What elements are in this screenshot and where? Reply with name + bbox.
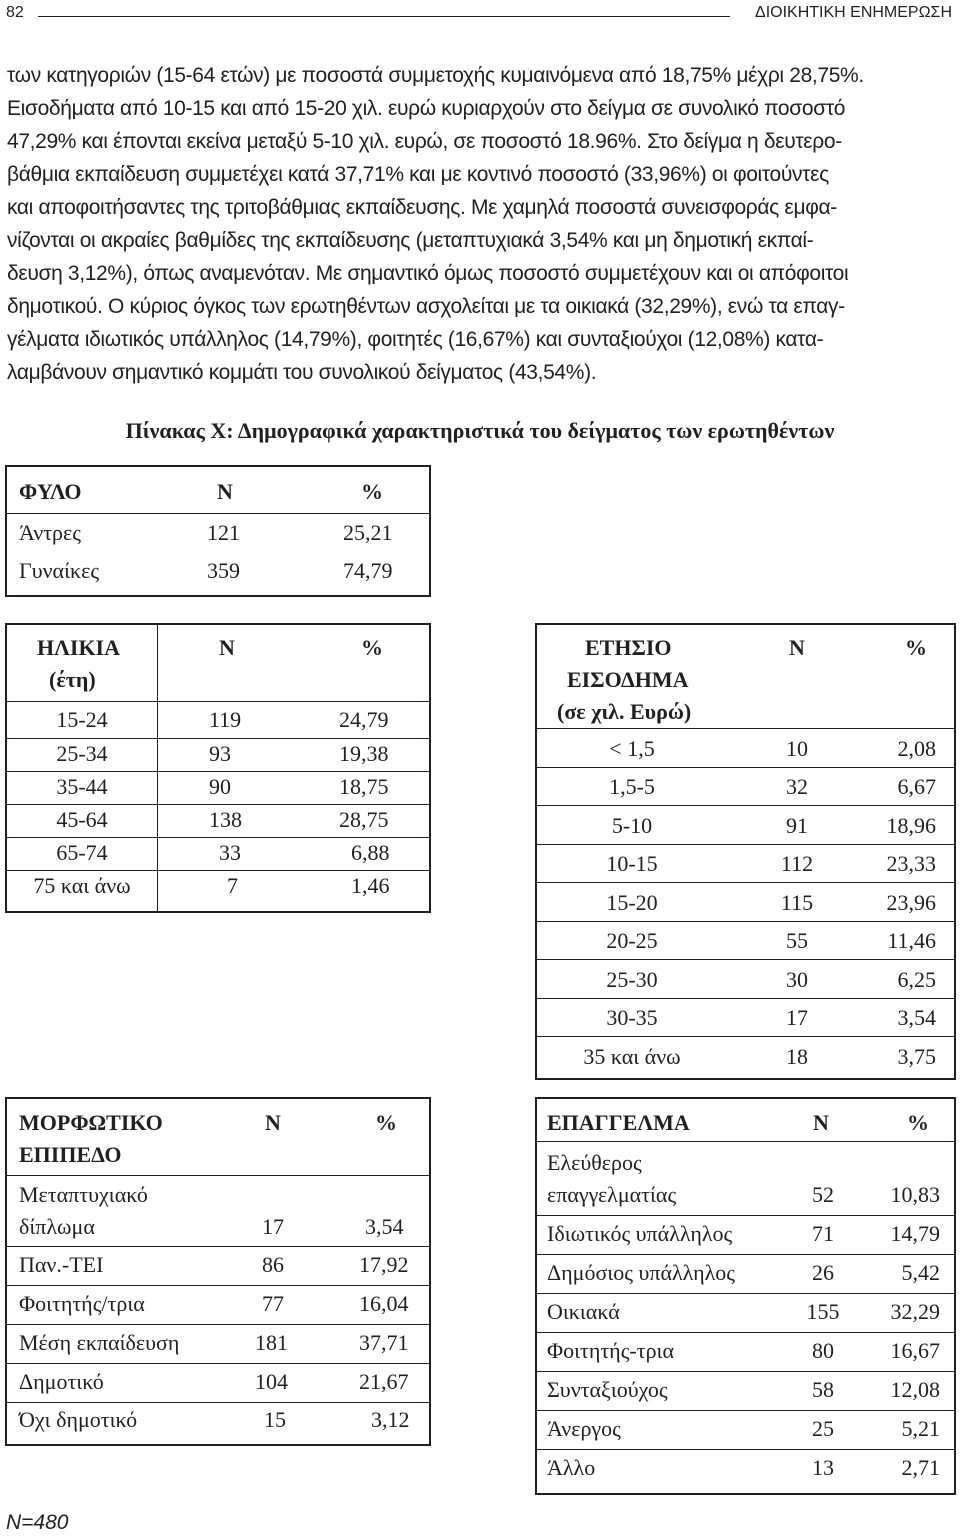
- percent-value: 3,54: [365, 1214, 404, 1239]
- row-label: 1,5-5: [609, 774, 655, 799]
- column-header: ΕΙΣΟΔΗΜΑ: [567, 667, 689, 692]
- row-label: 25-30: [606, 967, 658, 992]
- paragraph-line: 47,29% και έπονται εκείνα μεταξύ 5-10 χιλ. ευρώ, σε ποσοστό 18.96%. Στο δείγμα η δευτερο-: [7, 130, 842, 153]
- row-divider: [7, 1402, 429, 1403]
- count-value: 55: [786, 928, 808, 953]
- column-header: ΕΠΙΠΕΔΟ: [19, 1142, 122, 1167]
- row-label: 20-25: [606, 928, 658, 953]
- row-divider: [537, 805, 954, 806]
- count-value: 80: [812, 1338, 834, 1363]
- count-value: 52: [812, 1182, 834, 1207]
- table-header-row: [7, 633, 429, 663]
- gender-table: [5, 465, 431, 597]
- row-label: Μεταπτυχιακό: [19, 1182, 148, 1207]
- percent-value: 14,79: [890, 1221, 940, 1246]
- percent-value: 19,38: [339, 741, 389, 766]
- table-row: [7, 1405, 429, 1435]
- table-header-row: [537, 1108, 954, 1138]
- occupation-table: [535, 1097, 956, 1495]
- percent-value: 21,67: [359, 1369, 409, 1394]
- row-label: Φοιτητής/τρια: [19, 1291, 145, 1316]
- row-label: 10-15: [606, 851, 658, 876]
- row-label: Φοιτητής-τρια: [547, 1338, 674, 1363]
- count-value: 104: [255, 1369, 288, 1394]
- table-row: [7, 1212, 429, 1242]
- row-divider: [537, 1036, 954, 1037]
- table-header-row: [537, 633, 954, 663]
- table-header-row: [537, 697, 954, 727]
- percent-value: 17,92: [359, 1252, 409, 1277]
- table-row: [537, 734, 954, 764]
- table-row: [537, 1453, 954, 1483]
- table-header-row: [537, 665, 954, 695]
- count-value: 138: [209, 807, 242, 832]
- paragraph-line: βάθμια εκπαίδευση συμμετέχει κατά 37,71% και με κοντινό ποσοστό (33,96%) οι φοιτούντες: [7, 163, 829, 186]
- column-header-unit: (έτη): [49, 667, 96, 692]
- row-label: 25-34: [56, 741, 108, 766]
- row-label: Ελεύθερος: [547, 1150, 642, 1175]
- row-divider: [7, 1285, 429, 1286]
- count-value: 18: [786, 1044, 808, 1069]
- row-label: επαγγελματίας: [547, 1182, 677, 1207]
- row-divider: [537, 1332, 954, 1333]
- column-header: ΕΠΑΓΓΕΛΜΑ: [547, 1110, 690, 1135]
- table-row: [7, 838, 429, 868]
- row-label: Άλλο: [547, 1455, 596, 1480]
- row-label: Οικιακά: [547, 1299, 620, 1324]
- table-row: [537, 965, 954, 995]
- table-row: [7, 1328, 429, 1358]
- percent-value: 18,75: [339, 774, 389, 799]
- column-header: %: [907, 1110, 929, 1135]
- count-value: 13: [812, 1455, 834, 1480]
- row-divider: [7, 1246, 429, 1247]
- row-divider: [537, 1371, 954, 1372]
- row-divider: [537, 998, 954, 999]
- table-row: [537, 849, 954, 879]
- count-value: 17: [786, 1005, 808, 1030]
- percent-value: 2,71: [901, 1455, 940, 1480]
- row-label: 45-64: [56, 807, 108, 832]
- table-row: [7, 805, 429, 835]
- count-value: 90: [209, 774, 231, 799]
- row-divider: [537, 921, 954, 922]
- percent-value: 24,79: [339, 707, 389, 732]
- percent-value: 16,67: [890, 1338, 940, 1363]
- percent-value: 1,46: [351, 873, 390, 898]
- table-row: [537, 1258, 954, 1288]
- paragraph-line: νίζονται οι ακραίες βαθμίδες της εκπαίδευσης (μεταπτυχιακά 3,54% και μη δημοτική εκπαί-: [7, 229, 814, 252]
- row-divider: [537, 1254, 954, 1255]
- paragraph-line: των κατηγοριών (15-64 ετών) με ποσοστά συμμετοχής κυμαινόμενα από 18,75% μέχρι 28,75%.: [7, 64, 864, 87]
- table-row: [537, 1219, 954, 1249]
- count-value: 17: [262, 1214, 284, 1239]
- count-value: 93: [209, 741, 231, 766]
- table-header-row: [7, 1140, 429, 1170]
- row-divider: [537, 1410, 954, 1411]
- age-table: [5, 623, 431, 913]
- count-value: 10: [786, 736, 808, 761]
- percent-value: 25,21: [343, 520, 393, 545]
- count-value: 119: [209, 707, 242, 732]
- education-table: [5, 1097, 431, 1446]
- percent-value: 6,67: [897, 774, 936, 799]
- column-header: %: [905, 635, 927, 660]
- percent-value: 10,83: [890, 1182, 940, 1207]
- percent-value: 6,25: [897, 967, 936, 992]
- paragraph-line: και αποφοιτήσαντες της τριτοβάθμιας εκπαίδευσης. Με χαμηλά ποσοστά συνεισφοράς εμφα-: [7, 196, 837, 219]
- percent-value: 3,75: [897, 1044, 936, 1069]
- page-number: 82: [6, 4, 24, 21]
- count-value: 115: [780, 890, 814, 915]
- percent-value: 28,75: [339, 807, 389, 832]
- table-row: [537, 1003, 954, 1033]
- row-divider: [537, 1215, 954, 1216]
- table-row: [7, 1367, 429, 1397]
- table-row: [537, 1414, 954, 1444]
- paragraph-line: γέλματα ιδιωτικός υπάλληλος (14,79%), φοιτητές (16,67%) και συνταξιούχοι (12,08%) κατα-: [7, 328, 824, 351]
- column-header: Ν: [217, 479, 233, 504]
- paragraph-line: λαμβάνουν σημαντικό κομμάτι του συνολικού δείγματος (43,54%).: [7, 361, 597, 384]
- percent-value: 5,21: [901, 1416, 940, 1441]
- row-label: 15-20: [606, 890, 658, 915]
- percent-value: 23,96: [886, 890, 936, 915]
- row-divider: [537, 767, 954, 768]
- count-value: 71: [812, 1221, 834, 1246]
- column-header: Ν: [813, 1110, 829, 1135]
- percent-value: 37,71: [359, 1330, 409, 1355]
- row-divider: [7, 701, 429, 702]
- sample-size-note: Ν=480: [6, 1511, 69, 1534]
- count-value: 86: [262, 1252, 284, 1277]
- count-value: 359: [207, 558, 240, 583]
- row-divider: [7, 1363, 429, 1364]
- row-divider: [537, 728, 954, 729]
- row-label: Δημοτικό: [19, 1369, 104, 1394]
- row-label: Παν.-ΤΕΙ: [19, 1252, 104, 1277]
- column-header: Ν: [265, 1110, 281, 1135]
- row-divider: [7, 513, 429, 514]
- table-row: [537, 888, 954, 918]
- table-row: [537, 926, 954, 956]
- column-header: ΜΟΡΦΩΤΙΚΟ: [19, 1110, 163, 1135]
- percent-value: 2,08: [897, 736, 936, 761]
- row-label: 30-35: [606, 1005, 658, 1030]
- row-divider: [537, 844, 954, 845]
- count-value: 181: [255, 1330, 288, 1355]
- count-value: 91: [786, 813, 808, 838]
- table-header-row: [7, 1108, 429, 1138]
- percent-value: 3,12: [371, 1407, 410, 1432]
- row-divider: [537, 959, 954, 960]
- running-header: ΔΙΟΙΚΗΤΙΚΗ ΕΝΗΜΕΡΩΣΗ: [755, 4, 952, 21]
- row-label: 35-44: [56, 774, 108, 799]
- row-label: 75 και άνω: [33, 873, 131, 898]
- row-label: δίπλωμα: [19, 1214, 95, 1239]
- row-label: < 1,5: [609, 736, 655, 761]
- percent-value: 5,42: [901, 1260, 940, 1285]
- table-row: [7, 1180, 429, 1210]
- row-divider: [7, 1175, 429, 1176]
- count-value: 155: [806, 1299, 840, 1324]
- column-header: Ν: [219, 635, 235, 660]
- percent-value: 3,54: [897, 1005, 936, 1030]
- column-header: Ν: [789, 635, 805, 660]
- count-value: 58: [812, 1377, 834, 1402]
- column-header: %: [361, 479, 383, 504]
- table-row: [7, 556, 429, 586]
- percent-value: 12,08: [890, 1377, 940, 1402]
- percent-value: 74,79: [343, 558, 393, 583]
- column-header: ΦΥΛΟ: [19, 479, 82, 504]
- column-header-unit: (σε χιλ. Ευρώ): [557, 699, 692, 724]
- percent-value: 16,04: [359, 1291, 409, 1316]
- row-label: 15-24: [56, 707, 108, 732]
- table-row: [537, 1180, 954, 1210]
- column-header: %: [375, 1110, 397, 1135]
- count-value: 32: [786, 774, 808, 799]
- row-label: Μέση εκπαίδευση: [19, 1330, 180, 1355]
- count-value: 30: [786, 967, 808, 992]
- row-divider: [537, 882, 954, 883]
- column-header: ΕΤΗΣΙΟ: [585, 635, 672, 660]
- percent-value: 32,29: [890, 1299, 940, 1324]
- percent-value: 18,96: [886, 813, 936, 838]
- column-header: ΗΛΙΚΙΑ: [37, 635, 121, 660]
- row-label: Άντρες: [19, 520, 81, 545]
- paragraph-line: δημοτικού. Ο κύριος όγκος των ερωτηθέντων ασχολείται με τα οικιακά (32,29%), ενώ τα επαγ-: [7, 295, 845, 318]
- body-paragraph: [7, 59, 959, 389]
- header-rule: [38, 16, 730, 17]
- table-row: [7, 871, 429, 901]
- row-label: 65-74: [56, 840, 108, 865]
- count-value: 15: [264, 1407, 286, 1432]
- row-label: Άνεργος: [547, 1416, 621, 1441]
- row-label: 5-10: [611, 813, 653, 838]
- row-label: Όχι δημοτικό: [19, 1407, 138, 1432]
- row-label: Γυναίκες: [19, 558, 100, 583]
- row-label: Συνταξιούχος: [547, 1377, 668, 1402]
- row-divider: [537, 1141, 954, 1142]
- table-row: [537, 772, 954, 802]
- count-value: 121: [207, 520, 240, 545]
- income-table: [535, 623, 956, 1080]
- row-label: Ιδιωτικός υπάλληλος: [547, 1221, 733, 1246]
- table-caption: Πίνακας Χ: Δημογραφικά χαρακτηριστικά του δείγματος των ερωτηθέντων: [125, 418, 835, 443]
- row-label: Δημόσιος υπάλληλος: [547, 1260, 735, 1285]
- count-value: 26: [812, 1260, 834, 1285]
- table-header-row: [7, 665, 429, 695]
- table-row: [537, 1148, 954, 1178]
- count-value: 33: [219, 840, 241, 865]
- percent-value: 11,46: [887, 928, 936, 953]
- count-value: 77: [262, 1291, 284, 1316]
- count-value: 25: [812, 1416, 834, 1441]
- row-label: 35 και άνω: [583, 1044, 681, 1069]
- count-value: 7: [227, 873, 238, 898]
- table-row: [7, 739, 429, 769]
- table-row: [537, 1042, 954, 1072]
- table-row: [537, 811, 954, 841]
- count-value: 112: [780, 851, 814, 876]
- paragraph-line: Εισοδήματα από 10-15 και από 15-20 χιλ. ευρώ κυριαρχούν στο δείγμα σε συνολικό ποσοστό: [7, 97, 846, 120]
- table-header-row: [7, 477, 429, 507]
- row-divider: [537, 1449, 954, 1450]
- table-row: [7, 705, 429, 735]
- table-row: [537, 1375, 954, 1405]
- table-row: [7, 1289, 429, 1319]
- row-divider: [7, 1324, 429, 1325]
- column-header: %: [361, 635, 383, 660]
- table-row: [537, 1297, 954, 1327]
- table-row: [7, 518, 429, 548]
- table-row: [537, 1336, 954, 1366]
- table-row: [7, 772, 429, 802]
- percent-value: 6,88: [351, 840, 390, 865]
- row-divider: [537, 1293, 954, 1294]
- paragraph-line: δευση 3,12%), όπως αναμενόταν. Με σημαντικό όμως ποσοστό συμμετέχουν και οι απόφοιτοι: [7, 262, 849, 285]
- table-row: [7, 1250, 429, 1280]
- percent-value: 23,33: [886, 851, 936, 876]
